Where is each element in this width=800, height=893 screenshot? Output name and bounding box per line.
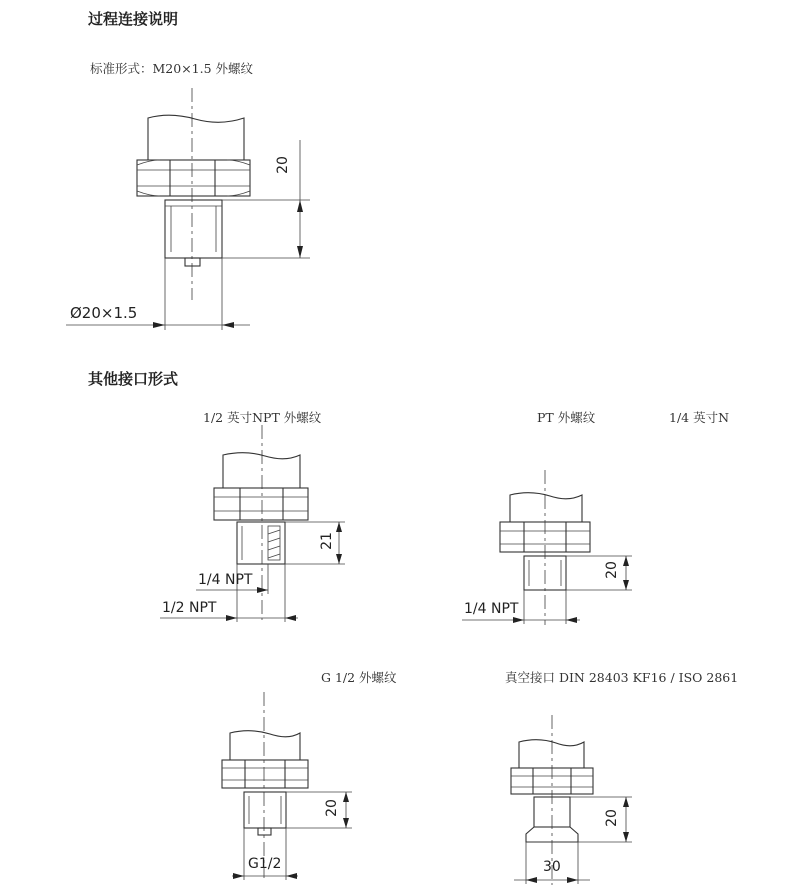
vacuum-caption: 真空接口 DIN 28403 KF16 / ISO 2861: [505, 670, 739, 685]
npt-half-caption: 1/2 英寸NPT 外螺纹: [203, 410, 322, 425]
npt-quarter-caption: 1/4 英寸N: [669, 410, 730, 425]
vacuum-width-label: 30: [543, 859, 561, 875]
g-half-height-label: 20: [323, 799, 340, 817]
pt-thread-label: 1/4 NPT: [464, 601, 519, 617]
standard-form-caption: 标准形式：M20×1.5 外螺纹: [90, 61, 254, 76]
process-connection-title: 过程连接说明: [88, 10, 179, 28]
npt-half-height-label: 21: [318, 532, 335, 550]
vacuum-height-label: 20: [603, 809, 620, 827]
g-half-thread-label: G1/2: [248, 856, 282, 872]
pt-height-label: 20: [603, 561, 620, 579]
npt-inner-thread-label: 1/4 NPT: [198, 572, 253, 588]
other-interfaces-title: 其他接口形式: [88, 370, 179, 388]
npt-outer-thread-label: 1/2 NPT: [162, 600, 217, 616]
standard-height-label: 20: [274, 156, 291, 174]
g-half-caption: G 1/2 外螺纹: [321, 670, 397, 685]
pt-caption: PT 外螺纹: [537, 410, 596, 425]
standard-diameter-label: Ø20×1.5: [70, 304, 138, 322]
